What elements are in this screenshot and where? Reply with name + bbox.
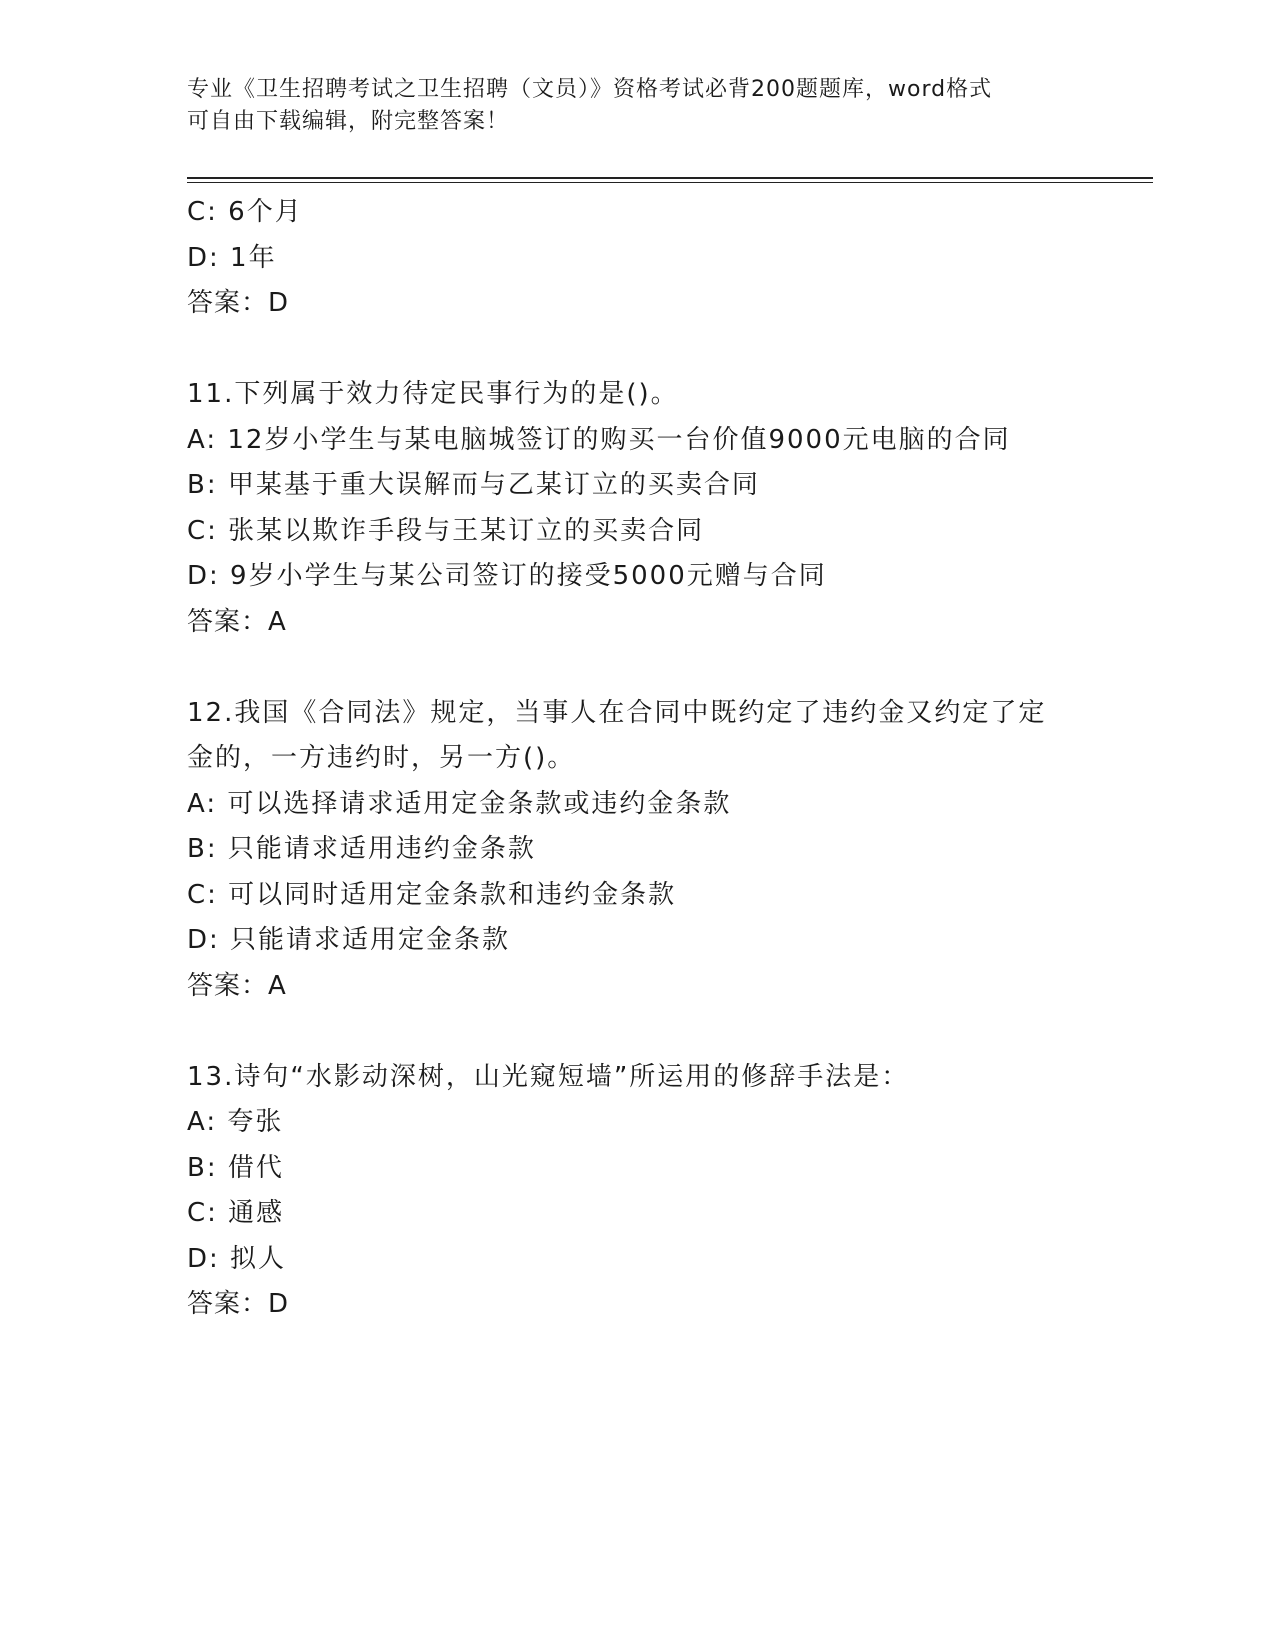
question-block-12 — [187, 691, 1087, 1010]
option-c: C: 通感 — [187, 1198, 285, 1228]
header-line-2: 可自由下载编辑，附完整答案！ — [187, 109, 510, 134]
option-b: B: 借代 — [187, 1152, 284, 1183]
question-block-10-carryover — [187, 190, 1087, 327]
header-rule-thin — [187, 182, 1153, 183]
question-stem-continued: 金的，一方违约时，另一方()。 — [187, 743, 576, 773]
option-d: D: 拟人 — [187, 1243, 287, 1274]
option-d: D: 1年 — [187, 242, 277, 273]
question-stem: 13.诗句“水影动深树，山光窥短墙”所运用的修辞手法是： — [187, 1061, 910, 1092]
header-line-1: 专业《卫生招聘考试之卫生招聘（文员）》资格考试必背200题题库，word格式 — [187, 77, 993, 102]
option-a: A: 可以选择请求适用定金条款或违约金条款 — [187, 788, 732, 819]
option-c: C: 6个月 — [187, 197, 303, 227]
spacer — [187, 327, 1087, 373]
option-d: D: 只能请求适用定金条款 — [187, 925, 511, 955]
option-b: B: 甲某基于重大误解而与乙某订立的买卖合同 — [187, 470, 760, 500]
option-b: B: 只能请求适用违约金条款 — [187, 834, 536, 864]
option-c: C: 张某以欺诈手段与王某订立的买卖合同 — [187, 515, 705, 546]
header-rule-thick — [187, 177, 1153, 179]
answer-line: 答案：A — [187, 970, 287, 1001]
answer-line: 答案：D — [187, 288, 290, 318]
answer-line: 答案：A — [187, 606, 287, 637]
spacer — [187, 645, 1087, 691]
option-c: C: 可以同时适用定金条款和违约金条款 — [187, 879, 677, 910]
document-body — [187, 190, 1087, 1328]
question-stem: 12.我国《合同法》规定，当事人在合同中既约定了违约金又约定了定 — [187, 697, 1047, 728]
answer-line: 答案：D — [187, 1289, 290, 1319]
question-block-13 — [187, 1055, 1087, 1328]
option-a: A: 夸张 — [187, 1107, 284, 1137]
question-block-11 — [187, 372, 1087, 645]
document-header — [187, 74, 1067, 138]
spacer — [187, 1009, 1087, 1055]
option-a: A: 12岁小学生与某电脑城签订的购买一台价值9000元电脑的合同 — [187, 424, 1011, 455]
option-d: D: 9岁小学生与某公司签订的接受5000元赠与合同 — [187, 561, 827, 591]
question-stem: 11.下列属于效力待定民事行为的是()。 — [187, 379, 679, 409]
